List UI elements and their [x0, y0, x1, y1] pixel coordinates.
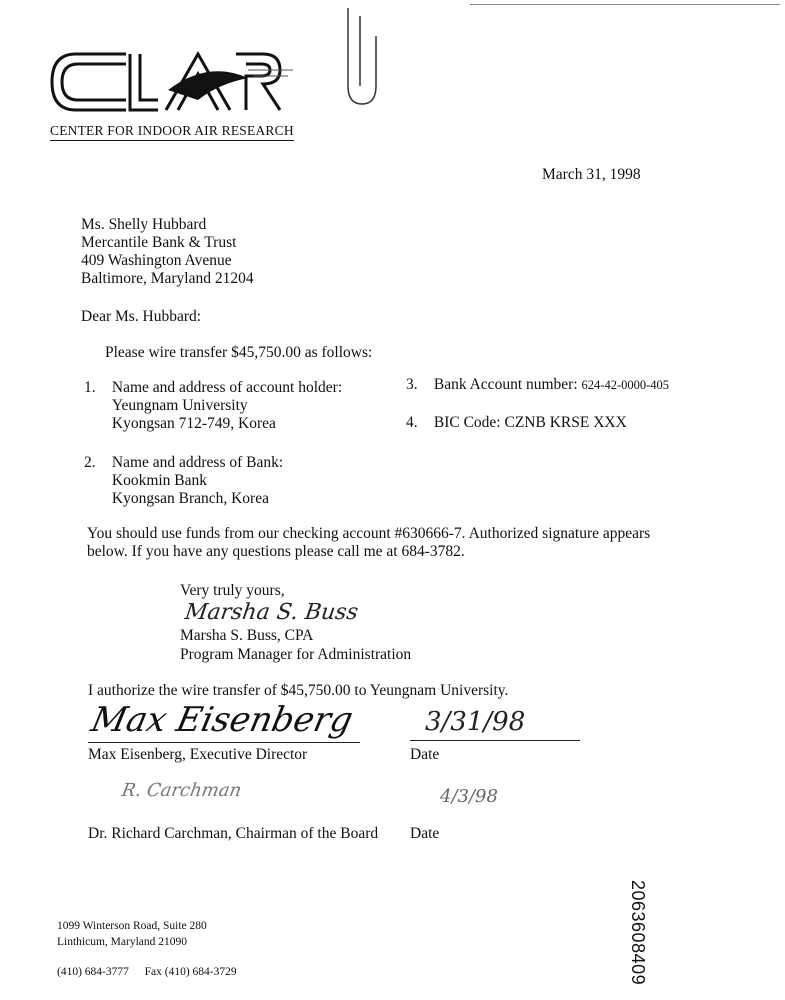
item-line: Kyongsan 712-749, Korea	[111, 415, 276, 432]
item-line: Kookmin Bank	[111, 472, 208, 489]
account-label: Bank Account number:	[433, 376, 578, 393]
ciar-logo	[48, 40, 298, 125]
salutation: Dear Ms. Hubbard:	[81, 308, 202, 325]
item-lines	[112, 454, 283, 508]
org-name: CENTER FOR INDOOR AIR RESEARCH	[50, 123, 294, 141]
recipient-line: Baltimore, Maryland 21204	[81, 270, 254, 287]
intro-text: Please wire transfer $45,750.00 as follows:	[105, 344, 373, 361]
item-line: Name and address of Bank:	[111, 454, 284, 471]
item-number: 3.	[406, 376, 418, 393]
handwritten-date-2: 4/3/98	[440, 786, 498, 807]
handwritten-signature-carchman: R. Carchman	[120, 780, 244, 801]
recipient-line: 409 Washington Avenue	[81, 252, 232, 269]
signature-line-1	[88, 742, 360, 743]
recipient-line: Mercantile Bank & Trust	[81, 234, 237, 251]
body-line: below. If you have any questions please call me at 684-3782.	[87, 543, 465, 560]
handwritten-signature-eisenberg: Max Eisenberg	[87, 700, 357, 740]
handwritten-signature-buss: Marsha S. Buss	[183, 600, 360, 625]
authorization-statement: I authorize the wire transfer of $45,750.00 to Yeungnam University.	[88, 682, 509, 699]
item-line: Yeungnam University	[111, 397, 248, 414]
footer-address-line: Linthicum, Maryland 21090	[57, 936, 187, 948]
body-line: You should use funds from our checking account #630666-7. Authorized signature appears	[87, 525, 651, 542]
signer1-name: Max Eisenberg, Executive Director	[88, 746, 308, 763]
paper-clip-mark	[340, 6, 380, 106]
item-3	[406, 376, 669, 394]
account-number: 624-42-0000-405	[581, 378, 670, 392]
ciar-logo-graphic	[48, 40, 298, 125]
item-1	[84, 379, 342, 433]
signer2-name: Dr. Richard Carchman, Chairman of the Board	[88, 825, 379, 842]
footer-address-line: 1099 Winterson Road, Suite 280	[57, 920, 207, 932]
footer-address	[57, 918, 207, 950]
item-lines	[112, 379, 342, 433]
date-label-1: Date	[410, 746, 440, 763]
item-4	[406, 414, 627, 432]
top-rule	[470, 4, 780, 5]
closing: Very truly yours,	[180, 582, 285, 599]
item-number: 1.	[84, 379, 96, 396]
recipient-block	[81, 216, 254, 288]
footer-contact	[57, 964, 237, 980]
date-label-2: Date	[410, 825, 440, 842]
handwritten-date-1: 3/31/98	[425, 707, 526, 737]
footer-fax: Fax (410) 684-3729	[144, 966, 237, 978]
item-number: 4.	[406, 414, 418, 431]
signer-title: Program Manager for Administration	[180, 646, 412, 663]
letter-date: March 31, 1998	[542, 166, 641, 183]
item-line: BIC Code: CZNB KRSE XXX	[433, 414, 627, 431]
signer-name: Marsha S. Buss, CPA	[180, 627, 314, 644]
item-line: Name and address of account holder:	[111, 379, 343, 396]
item-number: 2.	[84, 454, 96, 471]
item-line: Kyongsan Branch, Korea	[111, 490, 269, 507]
recipient-line: Ms. Shelly Hubbard	[81, 216, 207, 233]
date-line-1	[410, 740, 580, 741]
footer-phone: (410) 684-3777	[57, 966, 129, 978]
item-2	[84, 454, 283, 508]
body-paragraph	[87, 525, 650, 561]
